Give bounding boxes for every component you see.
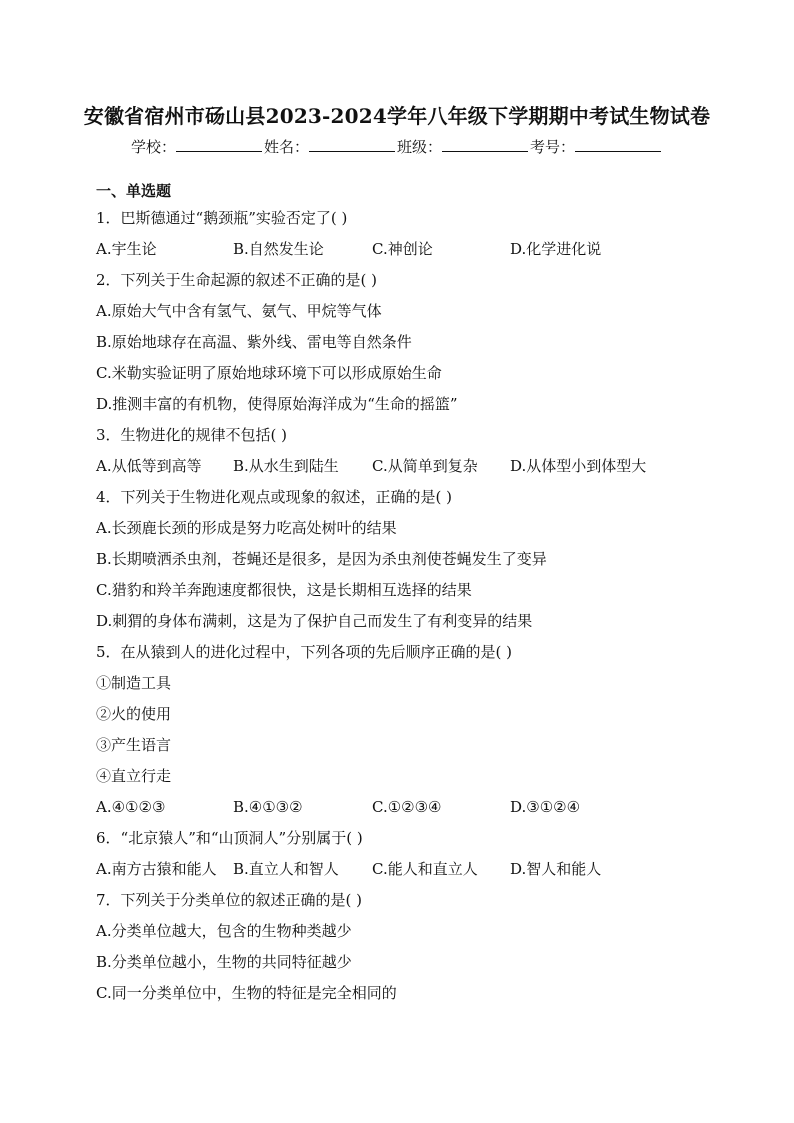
question-7-option-c: C.同一分类单位中，生物的特征是完全相同的 [96,984,397,1002]
question-2-option-b: B.原始地球存在高温、紫外线、雷电等自然条件 [96,333,412,351]
question-7-stem: 7．下列关于分类单位的叙述正确的是( ) [96,891,363,909]
question-6-options [96,854,716,885]
question-2-stem: 2．下列关于生命起源的叙述不正确的是( ) [96,271,378,289]
class-blank[interactable] [442,137,528,152]
question-2-option-d: D.推测丰富的有机物，使得原始海洋成为“生命的摇篮” [96,395,458,413]
name-blank[interactable] [309,137,395,152]
question-7-option-a: A.分类单位越大，包含的生物种类越少 [96,922,352,940]
question-5-item-1: ①制造工具 [96,674,172,692]
question-6-stem: 6．“北京猿人”和“山顶洞人”分别属于( ) [96,829,363,847]
question-3-option-d: D.从体型小到体型大 [510,457,647,475]
question-5-item-4: ④直立行走 [96,767,172,785]
student-info-line [0,136,794,157]
question-5-options [96,792,716,823]
question-1-option-c: C.神创论 [372,240,433,258]
question-5-option-a: A.④①②③ [96,798,166,816]
class-label: 班级： [397,138,443,156]
question-6-option-a: A.南方古猿和能人 [96,860,217,878]
exam-content [96,180,716,1009]
question-3-options [96,451,716,482]
exam-no-label: 考号： [530,138,576,156]
question-2-option-a: A.原始大气中含有氢气、氨气、甲烷等气体 [96,302,382,320]
question-2-option-c: C.米勒实验证明了原始地球环境下可以形成原始生命 [96,364,442,382]
question-6-option-d: D.智人和能人 [510,860,602,878]
question-6-option-b: B.直立人和智人 [233,860,339,878]
question-1-option-b: B.自然发生论 [233,240,324,258]
question-1-stem: 1．巴斯德通过“鹅颈瓶”实验否定了( ) [96,209,348,227]
question-6-option-c: C.能人和直立人 [372,860,478,878]
question-4-stem: 4．下列关于生物进化观点或现象的叙述，正确的是( ) [96,488,453,506]
question-5-stem: 5．在从猿到人的进化过程中，下列各项的先后顺序正确的是( ) [96,643,513,661]
exam-no-blank[interactable] [575,137,661,152]
question-3-option-a: A.从低等到高等 [96,457,202,475]
question-3-stem: 3．生物进化的规律不包括( ) [96,426,288,444]
question-5-option-b: B.④①③② [233,798,303,816]
exam-title: 安徽省宿州市砀山县2023-2024学年八年级下学期期中考试生物试卷 [83,104,711,128]
question-5-item-3: ③产生语言 [96,736,172,754]
question-4-option-a: A.长颈鹿长颈的形成是努力吃高处树叶的结果 [96,519,397,537]
question-4-option-c: C.猎豹和羚羊奔跑速度都很快，这是长期相互选择的结果 [96,581,472,599]
question-7-option-b: B.分类单位越小，生物的共同特征越少 [96,953,352,971]
school-blank[interactable] [176,137,262,152]
question-1-option-a: A.宇生论 [96,240,157,258]
question-5-option-d: D.③①②④ [510,798,581,816]
question-3-option-c: C.从简单到复杂 [372,457,478,475]
question-4-option-b: B.长期喷洒杀虫剂，苍蝇还是很多，是因为杀虫剂使苍蝇发生了变异 [96,550,547,568]
question-4-option-d: D.刺猬的身体布满刺，这是为了保护自己而发生了有利变异的结果 [96,612,533,630]
question-5-option-c: C.①②③④ [372,798,442,816]
question-1-option-d: D.化学进化说 [510,240,602,258]
question-5-item-2: ②火的使用 [96,705,172,723]
question-3-option-b: B.从水生到陆生 [233,457,339,475]
school-label: 学校： [130,138,176,156]
name-label: 姓名： [263,138,309,156]
section-title: 一、单选题 [96,182,172,200]
question-1-options [96,234,716,265]
